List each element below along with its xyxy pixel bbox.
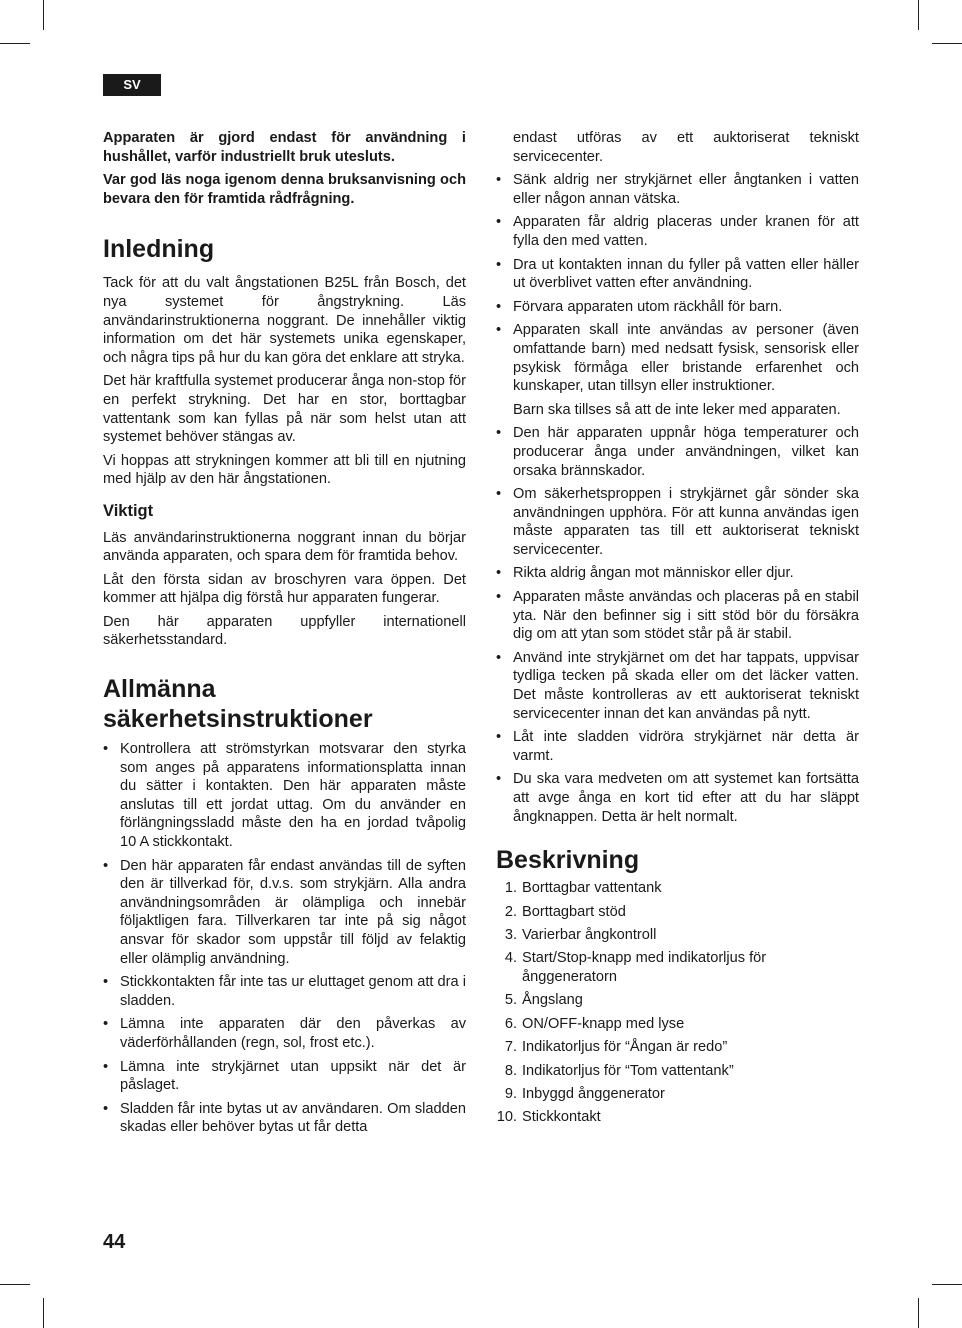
list-item bbox=[496, 649, 859, 723]
language-tab: SV bbox=[103, 74, 161, 96]
list-item bbox=[496, 485, 859, 559]
item-number: 10. bbox=[496, 1109, 517, 1126]
item-number: 2. bbox=[504, 903, 517, 920]
viktigt-paragraph: Läs användarinstruktionerna noggrant innan du börjar använda apparaten, och spara dem för framtida behov. bbox=[103, 529, 466, 565]
list-item-text: Apparaten måste användas och placeras på en stabil yta. När den befinner sig i sitt stöd bör du försäkra dig om att ytan som stödet står på är stabil. bbox=[513, 589, 859, 643]
description-list bbox=[496, 879, 859, 1127]
safety-list-left bbox=[103, 740, 466, 1137]
list-item bbox=[496, 1085, 859, 1104]
list-item bbox=[496, 949, 859, 986]
safety-list-right bbox=[496, 129, 859, 826]
list-item bbox=[103, 857, 466, 969]
item-number: 5. bbox=[504, 992, 517, 1009]
bullet: • bbox=[496, 214, 502, 231]
list-item-text: Om säkerhetsproppen i strykjärnet går sönder ska användningen upphöra. För att kunna användas igen måste apparaten tas till ett auktoriserat tekniskt servicecenter. bbox=[513, 486, 859, 558]
list-item-text: Sänk aldrig ner strykjärnet eller ångtanken i vatten eller någon annan vätska. bbox=[513, 172, 859, 207]
list-item bbox=[496, 1062, 859, 1081]
list-item-text: Rikta aldrig ångan mot människor eller djur. bbox=[513, 565, 794, 582]
list-item-continuation bbox=[496, 129, 859, 166]
list-item bbox=[496, 564, 859, 583]
children-note: Barn ska tillses så att de inte leker med apparaten. bbox=[513, 401, 841, 418]
list-item-text: Apparaten får aldrig placeras under kranen för att fylla den med vatten. bbox=[513, 214, 859, 249]
list-item-text: Låt inte sladden vidröra strykjärnet när detta är varmt. bbox=[513, 729, 859, 764]
crop-mark bbox=[932, 1284, 962, 1285]
list-item bbox=[103, 973, 466, 1010]
list-item-text: Ångslang bbox=[522, 992, 583, 1009]
bullet: • bbox=[103, 1100, 109, 1117]
bullet: • bbox=[496, 565, 502, 582]
bullet: • bbox=[103, 741, 109, 758]
crop-mark bbox=[932, 43, 962, 44]
list-item-text: Kontrollera att strömstyrkan motsvarar den styrka som anges på apparatens informationsplatta innan du sätter i kontakten. Den här apparaten måste anslutas till ett jordat uttag. Om du använder en förlängningssladd måste den ha en jordad tvåpolig 10 A stickkontakt. bbox=[120, 741, 466, 851]
list-item-text: Den här apparaten uppnår höga temperaturer och producerar ånga under användningen, vilket kan orsaka brännskador. bbox=[513, 425, 859, 479]
left-column bbox=[103, 129, 466, 1142]
list-item bbox=[496, 879, 859, 898]
item-number: 3. bbox=[504, 926, 517, 943]
item-number: 9. bbox=[504, 1085, 517, 1102]
list-item-text: Använd inte strykjärnet om det har tappats, uppvisar tydliga tecken på skada eller om det läcker vatten. Det måste kontrolleras av ett auktoriserat tekniskt servicecenter innan det kan användas på nytt. bbox=[513, 649, 859, 722]
inledning-paragraph: Det här kraftfulla systemet producerar ånga non-stop för en perfekt strykning. Det har en stor, borttagbar vattentank som kan fyllas på när som helst utan att systemet behöver stängas av. bbox=[103, 373, 466, 446]
crop-mark bbox=[43, 0, 44, 30]
crop-mark bbox=[0, 1284, 30, 1285]
bullet: • bbox=[103, 1058, 109, 1075]
bullet: • bbox=[496, 729, 502, 746]
bullet: • bbox=[103, 1016, 109, 1033]
list-item-text: Lämna inte strykjärnet utan uppsikt när det är påslaget. bbox=[120, 1058, 466, 1094]
list-item-text: Stickkontakt bbox=[522, 1109, 601, 1126]
bullet: • bbox=[496, 589, 502, 606]
item-number: 6. bbox=[504, 1015, 517, 1032]
bullet: • bbox=[496, 256, 502, 273]
list-item bbox=[496, 1038, 859, 1057]
right-column bbox=[496, 129, 859, 1132]
list-item-text: Stickkontakten får inte tas ur eluttaget genom att dra i sladden. bbox=[120, 974, 466, 1009]
intro-paragraph: Var god läs noga igenom denna bruksanvisning och bevara den för framtida rådfrågning. bbox=[103, 172, 466, 207]
inledning-paragraph: Vi hoppas att strykningen kommer att bli till en njutning med hjälp av den här ångstationen. bbox=[103, 452, 466, 488]
list-item bbox=[496, 588, 859, 644]
bullet: • bbox=[496, 486, 502, 503]
list-item bbox=[103, 1100, 466, 1137]
list-item bbox=[496, 298, 859, 317]
bullet: • bbox=[496, 172, 502, 189]
bullet: • bbox=[103, 974, 109, 991]
list-item bbox=[496, 1108, 859, 1127]
list-item bbox=[103, 740, 466, 852]
bullet: • bbox=[103, 857, 109, 874]
list-item-text: ON/OFF-knapp med lyse bbox=[522, 1015, 685, 1032]
section-title-safety: Allmänna säkerhetsinstruktioner bbox=[103, 675, 373, 734]
list-item bbox=[496, 903, 859, 922]
intro-paragraph: Apparaten är gjord endast för användning i hushållet, varför industriellt bruk utesluts. bbox=[103, 130, 466, 165]
list-item bbox=[496, 770, 859, 826]
item-number: 1. bbox=[504, 880, 517, 897]
bullet: • bbox=[496, 298, 502, 315]
bullet: • bbox=[496, 771, 502, 788]
crop-mark bbox=[918, 0, 919, 30]
section-title-beskrivning: Beskrivning bbox=[496, 846, 640, 875]
page-number: 44 bbox=[103, 1231, 126, 1253]
crop-mark bbox=[0, 43, 30, 44]
bullet: • bbox=[496, 322, 502, 339]
list-item bbox=[496, 991, 859, 1010]
list-item-text: Borttagbar vattentank bbox=[522, 880, 662, 897]
list-item-text: Förvara apparaten utom räckhåll för barn. bbox=[513, 298, 783, 315]
list-item-text: Start/Stop-knapp med indikatorljus för ånggeneratorn bbox=[522, 950, 767, 985]
crop-mark bbox=[43, 1298, 44, 1328]
section-title-viktigt: Viktigt bbox=[103, 501, 154, 520]
list-item-text: Borttagbart stöd bbox=[522, 903, 626, 920]
list-item-text: Varierbar ångkontroll bbox=[522, 926, 657, 943]
viktigt-paragraph: Den här apparaten uppfyller internationell säkerhetsstandard. bbox=[103, 613, 466, 649]
list-item-text: Dra ut kontakten innan du fyller på vatten eller häller ut överblivet vatten efter användning. bbox=[513, 256, 859, 292]
list-item-text: Den här apparaten får endast användas till de syften den är tillverkad för, d.v.s. som strykjärn. Alla andra användningsområden är olämpliga och innebär följaktligen fara. Tillverkaren tar inte på sig något ansvar för skador som uppstår till följd av felaktig eller olämplig användning. bbox=[120, 857, 466, 967]
item-number: 8. bbox=[504, 1062, 517, 1079]
list-item bbox=[103, 1015, 466, 1052]
list-item-text: Du ska vara medveten om att systemet kan fortsätta att avge ånga en kort tid efter att du har släppt ångknappen. Detta är helt normalt. bbox=[513, 771, 859, 825]
item-number: 7. bbox=[504, 1039, 517, 1056]
viktigt-paragraph: Låt den första sidan av broschyren vara öppen. Det kommer att hjälpa dig förstå hur apparaten fungerar. bbox=[103, 571, 466, 607]
list-item-text: Indikatorljus för “Tom vattentank” bbox=[522, 1062, 734, 1079]
list-item bbox=[496, 321, 859, 419]
item-number: 4. bbox=[504, 950, 517, 967]
inledning-paragraph: Tack för att du valt ångstationen B25L från Bosch, det nya systemet för ångstrykning. Läs användarinstruktionerna noggrant. De innehåller viktig information om det här systemets unika egenskaper, och några tips på hur du kan göra det enklare att stryka. bbox=[103, 275, 466, 366]
list-item bbox=[496, 926, 859, 945]
list-item-text: Apparaten skall inte användas av personer (även omfattande barn) med nedsatt fysisk, sensorisk eller psykisk förmåga eller bristande erfarenhet och kunskaper, utan tillsyn eller instruktioner. bbox=[513, 322, 859, 395]
list-item-text: Sladden får inte bytas ut av användaren. Om sladden skadas eller behöver bytas ut får detta bbox=[120, 1100, 466, 1136]
list-item bbox=[496, 424, 859, 480]
section-title-inledning: Inledning bbox=[103, 235, 215, 264]
list-item bbox=[496, 1015, 859, 1034]
list-item-text: Inbyggd ånggenerator bbox=[522, 1085, 665, 1102]
list-item bbox=[496, 171, 859, 208]
intro-notice bbox=[103, 129, 466, 208]
bullet: • bbox=[496, 425, 502, 442]
list-item-text: endast utföras av ett auktoriserat tekniskt servicecenter. bbox=[513, 130, 859, 165]
list-item-text: Lämna inte apparaten där den påverkas av väderförhållanden (regn, sol, frost etc.). bbox=[120, 1016, 466, 1051]
list-item-text: Indikatorljus för “Ångan är redo” bbox=[522, 1039, 728, 1056]
list-item bbox=[496, 213, 859, 250]
list-item bbox=[496, 728, 859, 765]
crop-mark bbox=[918, 1298, 919, 1328]
list-item bbox=[496, 256, 859, 293]
bullet: • bbox=[496, 649, 502, 666]
list-item bbox=[103, 1058, 466, 1095]
